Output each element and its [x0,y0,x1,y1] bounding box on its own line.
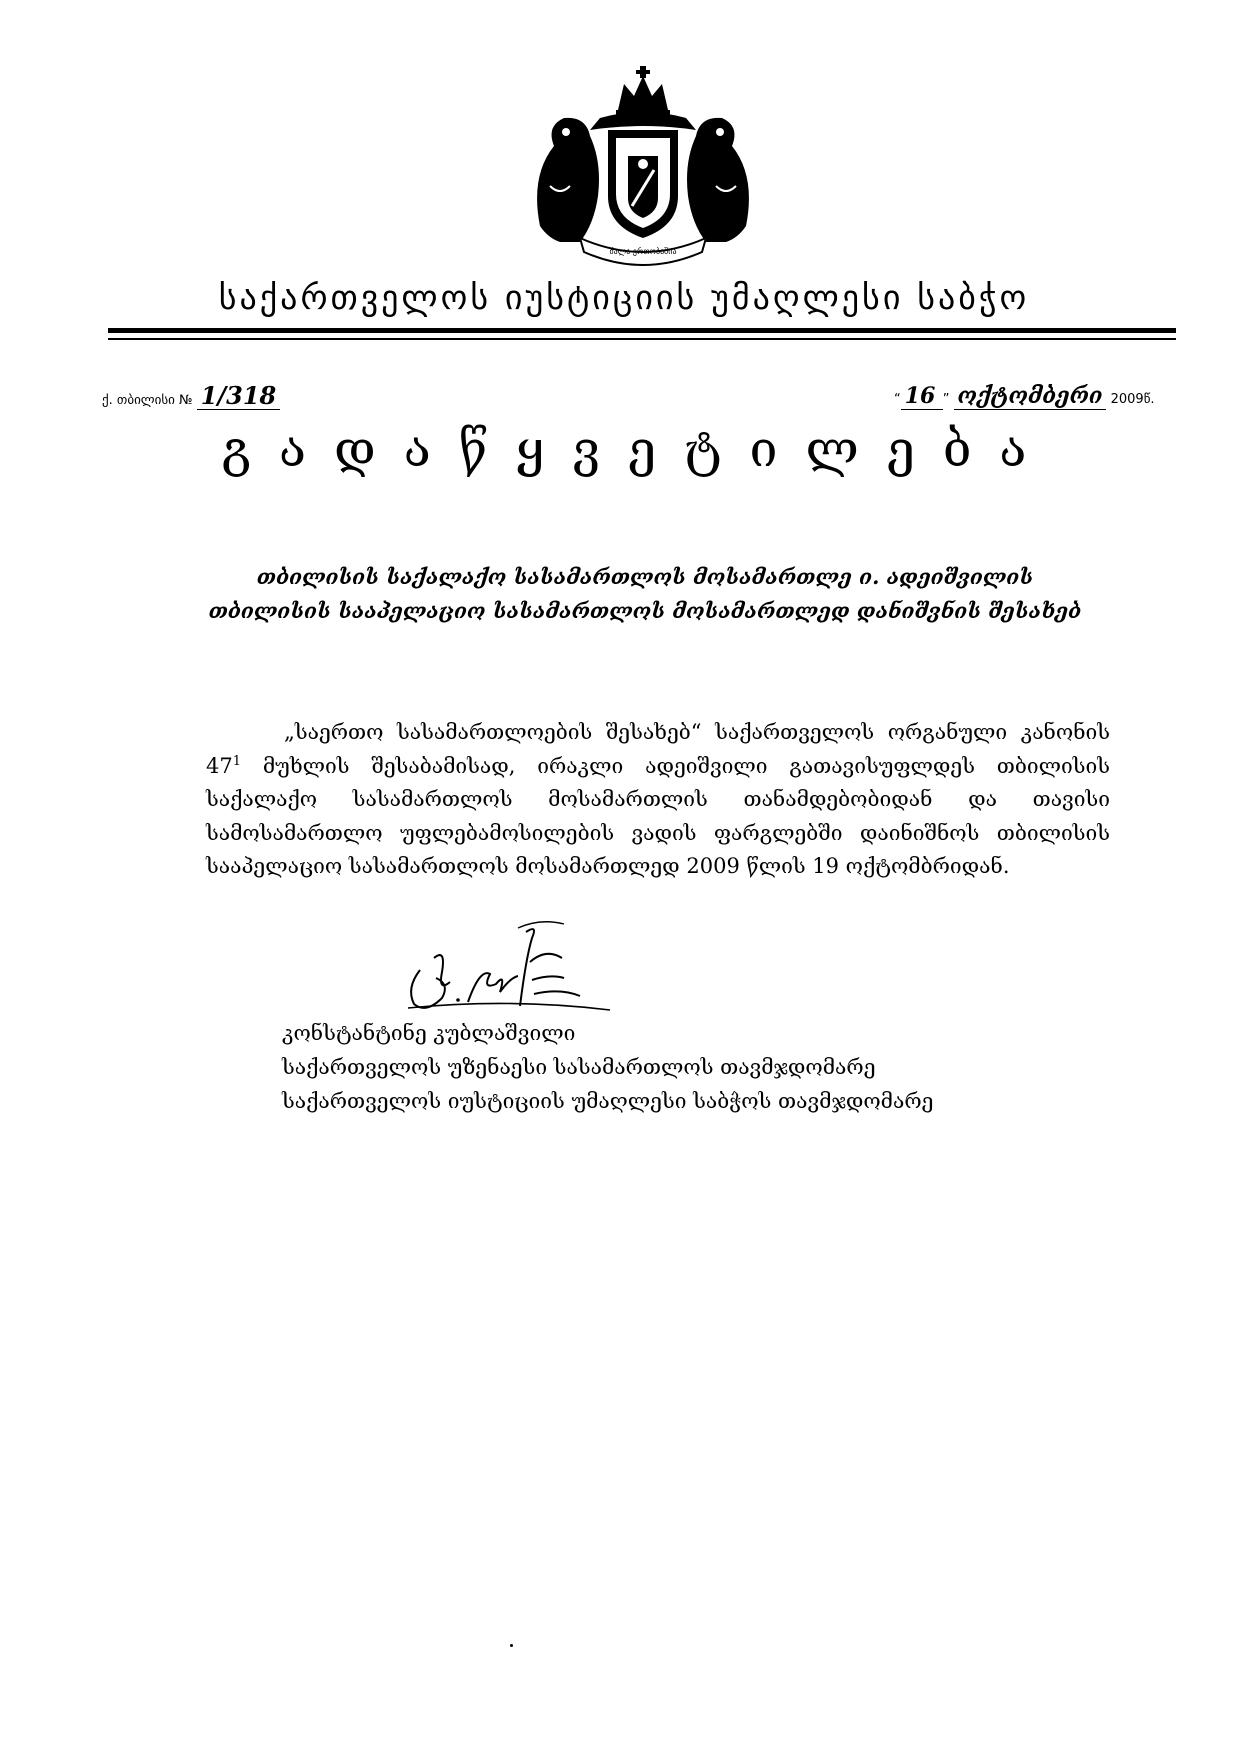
body-text-part1: „საერთო სასამართლოების შესახებ“ საქართველოს ორგანული კანონის 47 [206,720,1110,778]
coat-of-arms-icon [520,66,766,266]
article-superscript: 1 [232,753,242,769]
date-month: ოქტომბერი [954,383,1107,410]
document-type: გადაწყვეტილება [221,420,1055,478]
number-value: 1/318 [197,383,281,410]
document-date: “ 16 ” ოქტომბერი 2009წ. [894,383,1155,409]
document-body [206,716,1110,884]
header-rule-thick [108,328,1176,333]
date-year: 2009წ. [1110,392,1155,407]
organization-title: საქართველოს იუსტიციის უმაღლესი საბჭო [218,278,1030,318]
signature-icon [350,918,630,1024]
signatory-title-2: საქართველოს იუსტიციის უმაღლესი საბჭოს თავმჯდომარე [282,1089,934,1113]
document-subject: თბილისის საქალაქო სასამართლოს მოსამართლე ი. ადეიშვილის თბილისის სააპელაციო სასამართლოს მოსამართლედ დანიშვნის შესახებ [208,564,1082,623]
svg-text:ძალა ერთობაშია: ძალა ერთობაშია [609,247,677,256]
signatory-title-1: საქართველოს უზენაესი სასამართლოს თავმჯდომარე [282,1055,876,1079]
scan-speck [510,1644,513,1647]
signatory-block [282,1016,933,1118]
header-rule-thin [108,338,1176,340]
signatory-name: კონსტანტინე კუბლაშვილი [282,1021,576,1045]
body-text-part2: მუხლის შესაბამისად, ირაკლი ადეიშვილი გათავისუფლდეს თბილისის საქალაქო სასამართლოს მოსამართლის თანამდებობიდან და თავისი სამოსამართლო უფლებამოსილების ვადის ფარგლებში დაინიშნოს თბილისის სააპელაციო სასამართლოს მოსამართლედ 2009 წლის 19 ოქტომბრიდან. [206,753,1110,878]
date-day: 16 [901,383,943,410]
number-label: ქ. თბილისი № [102,393,193,408]
document-number [102,383,280,410]
